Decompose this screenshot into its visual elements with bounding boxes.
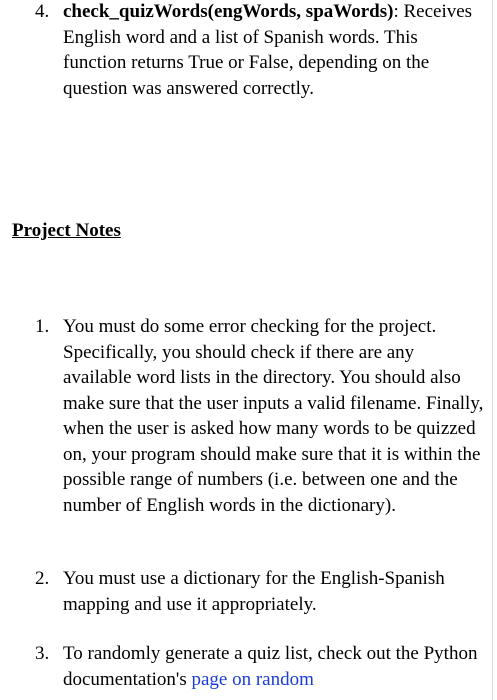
note-item-3 [35,641,485,692]
note-item-2 [35,566,485,617]
function-item-4 [35,0,485,101]
function-description: Receives English word and a list of Spanish words. This function returns True or False, depending on the question was answered correctly. [63,1,473,99]
note-text: You must do some error checking for the project. Specifically, you should check if there are any available word lists in the directory. You should also make sure that the user inputs a valid filename. Finally, when the user is asked how many words to be quizzed on, your program should make sure that it is within the possible range of numbers (i.e. between one and the number of English words in the dictionary). [63,316,484,516]
item-text [63,0,485,101]
note-number: 2. [35,568,50,589]
note-text [63,641,485,692]
note-number: 3. [35,643,50,664]
function-colon: : [393,1,399,22]
random-docs-link[interactable]: page on random [191,668,314,690]
note-item-1 [35,314,485,518]
function-name: check_quizWords(engWords, spaWords) [63,1,394,22]
page-border [492,0,493,700]
item-number: 4. [35,1,50,22]
note-text: You must use a dictionary for the English-Spanish mapping and use it appropriately. [63,568,445,615]
section-heading: Project Notes [12,220,121,241]
note-text-prefix: To randomly generate a quiz list, check out the Python documentation's [63,643,478,690]
note-number: 1. [35,316,50,337]
